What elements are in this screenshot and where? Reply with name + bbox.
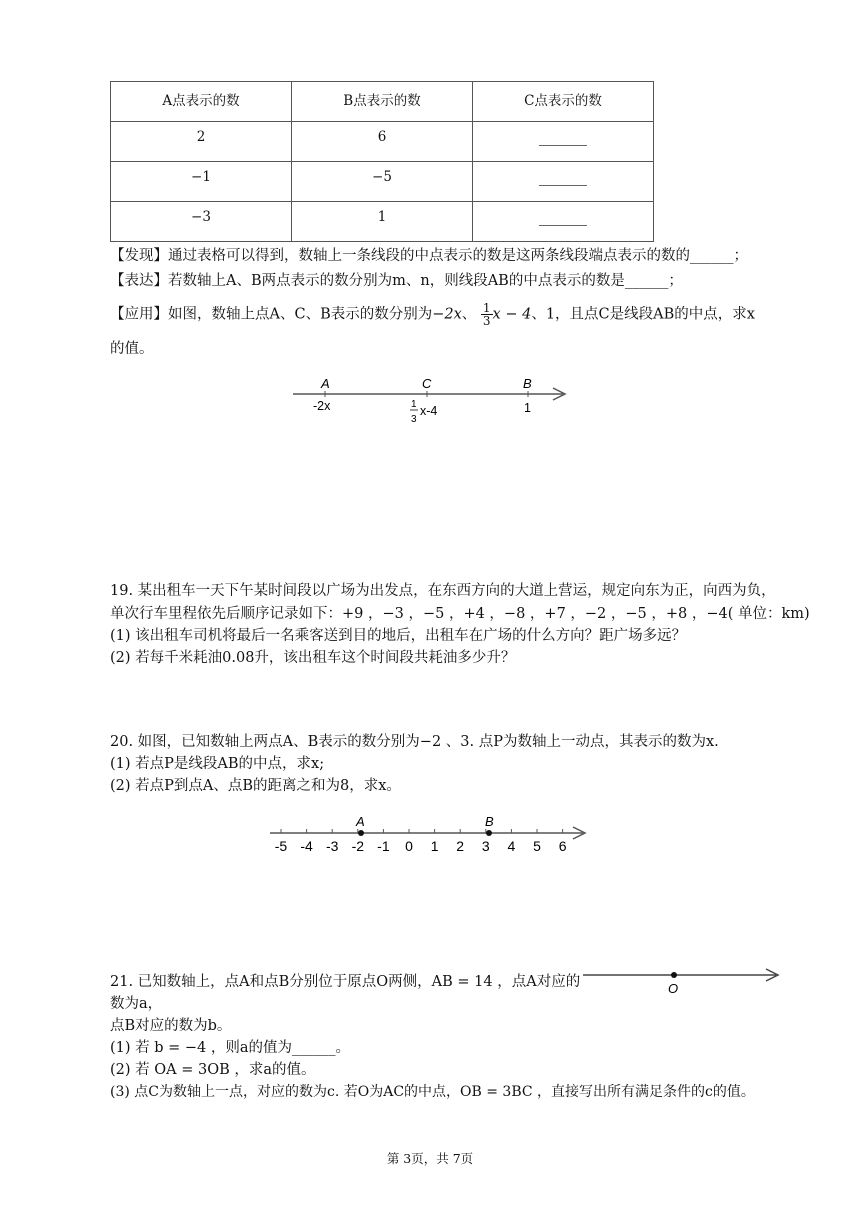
- point-a-label: A: [356, 814, 365, 829]
- tick-label: -5: [274, 838, 288, 854]
- table-blank-cell: [473, 202, 654, 242]
- point-a-value: -2x: [313, 399, 331, 413]
- point-c-frac-num: 1: [411, 399, 417, 410]
- tick-label: -2: [351, 838, 365, 854]
- origin-label: O: [668, 981, 679, 996]
- number-line-figure-2: [265, 806, 590, 858]
- q21-line2: 数为a，: [110, 996, 163, 1012]
- q20-sub1: (1) 若点P是线段AB的中点，求x;: [110, 756, 325, 772]
- apply-expr2: x − 4: [492, 306, 532, 323]
- table-cell: 1: [292, 202, 473, 242]
- point-c-value: x-4: [420, 404, 438, 418]
- q21-line1: 21. 已知数轴上，点A和点B分别位于原点O两侧，AB = 14 ，点A对应的: [110, 974, 581, 990]
- apply-text: [110, 302, 755, 327]
- point-a-label: A: [321, 376, 330, 391]
- tick-label: 4: [507, 838, 516, 854]
- table-row: [111, 202, 654, 242]
- table-header-row: [111, 82, 654, 122]
- express-text: 【表达】若数轴上A、B两点表示的数分别为m、n，则线段AB的中点表示的数是______；: [110, 273, 683, 289]
- q20-line1: 20. 如图，已知数轴上两点A、B表示的数分别为−2 、3. 点P为数轴上一动点，其表示的数为x.: [110, 734, 719, 750]
- table-cell: 2: [111, 122, 292, 162]
- apply-expr1: −2x: [432, 306, 462, 323]
- tick-label: 5: [533, 838, 541, 854]
- q20-sub2: (2) 若点P到点A、点B的距离之和为8，求x。: [110, 778, 401, 794]
- table-cell: 6: [292, 122, 473, 162]
- tick-label: -3: [325, 838, 339, 854]
- answer-blank: [539, 184, 587, 186]
- tick-label: 6: [558, 838, 567, 854]
- number-line-figure-3: [580, 960, 785, 1000]
- tick-label: 3: [481, 838, 490, 854]
- tick-label: 1: [430, 838, 439, 854]
- table-row: [111, 162, 654, 202]
- number-line-figure-1: [285, 372, 575, 432]
- tick-label: -4: [300, 838, 313, 854]
- q21-sub1: (1) 若 b = −4 ，则a的值为______。: [110, 1040, 351, 1056]
- apply-line2: 的值。: [110, 341, 154, 357]
- q19-sub2: (2) 若每千米耗油0.08升，该出租车这个时间段共耗油多少升？: [110, 650, 516, 666]
- table-cell: −3: [111, 202, 292, 242]
- tick-label: 0: [405, 838, 413, 854]
- midpoint-table: [110, 81, 654, 242]
- apply-suffix: 、1，且点C是线段AB的中点，求x: [531, 306, 755, 323]
- point-b-value: 1: [524, 401, 531, 415]
- discover-text: 【发现】通过表格可以得到，数轴上一条线段的中点表示的数是这两条线段端点表示的数的______；: [110, 248, 748, 264]
- q21-sub3: (3) 点C为数轴上一点，对应的数为c. 若O为AC的中点，OB = 3BC ，直接写出所有满足条件的c的值。: [110, 1084, 755, 1100]
- table-cell: −5: [292, 162, 473, 202]
- point-c-frac-den: 3: [411, 414, 417, 425]
- q19-sub1: (1) 该出租车司机将最后一名乘客送到目的地后，出租车在广场的什么方向？距广场多远？: [110, 628, 687, 644]
- page-footer: 第 3页，共 7页: [386, 1151, 474, 1166]
- apply-sep: 、: [461, 306, 477, 323]
- table-blank-cell: [473, 162, 654, 202]
- table-row: [111, 122, 654, 162]
- tick-label: 2: [456, 838, 465, 854]
- tick-label: -1: [377, 838, 390, 854]
- table-header: A点表示的数: [111, 82, 292, 122]
- q19-line2: 单次行车里程依先后顺序记录如下：+9 ，−3 ，−5 ，+4 ，−8 ，+7 ，−2 ，−5 ，+8 ，−4( 单位：km): [110, 606, 810, 622]
- table-blank-cell: [473, 122, 654, 162]
- point-c-label: C: [422, 376, 432, 391]
- q21-sub2: (2) 若 OA = 3OB ，求a的值。: [110, 1062, 316, 1078]
- table-header: B点表示的数: [292, 82, 473, 122]
- table-header: C点表示的数: [473, 82, 654, 122]
- apply-fraction: $\frac{1}{3}$: [482, 301, 491, 328]
- q21-line3: 点B对应的数为b。: [110, 1018, 232, 1034]
- table-cell: −1: [111, 162, 292, 202]
- q19-line1: 19. 某出租车一天下午某时间段以广场为出发点，在东西方向的大道上营运，规定向东为正，向西为负，: [110, 583, 776, 599]
- point-b-label: B: [485, 814, 494, 829]
- apply-prefix: 【应用】如图，数轴上点A、C、B表示的数分别为: [110, 306, 433, 323]
- answer-blank: [539, 224, 587, 226]
- point-b-label: B: [523, 376, 532, 391]
- answer-blank: [539, 144, 587, 146]
